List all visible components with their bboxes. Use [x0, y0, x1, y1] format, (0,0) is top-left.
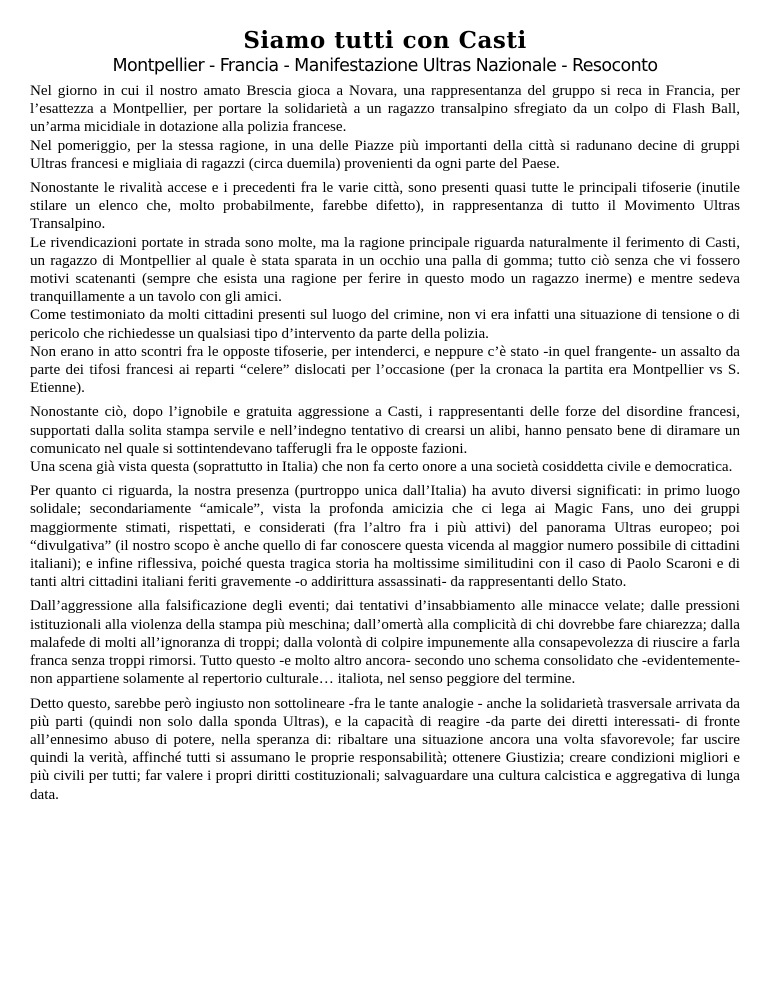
paragraph [30, 597, 740, 688]
paragraph-line: Nel giorno in cui il nostro amato Brescia gioca a Novara, una rappresentanza del gruppo si reca in Francia, per l’esattezza a Montpellier, per portare la solidarietà a un ragazzo transalpino sfregiato da un colpo di Flash Ball, un’arma micidiale in dotazione alla polizia francese. [30, 83, 740, 136]
paragraph-line: Nonostante le rivalità accese e i precedenti fra le varie città, sono presenti quasi tutte le principali tifoserie (inutile stilare un elenco che, molto probabilmente, farebbe difetto), in rappresentanza di tutto il Movimento Ultras Transalpino. [30, 180, 740, 233]
paragraph [30, 403, 740, 476]
paragraph-line: Come testimoniato da molti cittadini presenti sul luogo del crimine, non vi era infatti una situazione di tensione o di pericolo che richiedesse un qualsiasi tipo d’intervento da parte della polizia. [30, 307, 740, 342]
paragraph [30, 482, 740, 591]
page-title: Siamo tutti con Casti [243, 27, 527, 54]
paragraph-line: Una scena già vista questa (soprattutto in Italia) che non fa certo onore a una società cosiddetta civile e democratica. [30, 459, 733, 476]
paragraph-line: Le rivendicazioni portate in strada sono molte, ma la ragione principale riguarda naturalmente il ferimento di Casti, un ragazzo di Montpellier al quale è stata sparata in un occhio una palla di gomma; tutto ciò senza che vi fossero motivi scatenanti (sempre che esista una ragione per ferire in questo modo un ragazzo inerme) e mentre sedeva tranquillamente a un tavolo con gli amici. [30, 234, 740, 306]
paragraph-line: Dall’aggressione alla falsificazione degli eventi; dai tentativi d’insabbiamento alle minacce velate; dalle pressioni istituzionali alla violenza della stampa più meschina; dall’omertà alla complicità di chi dovrebbe fare chiarezza; dalla malafede di molti all’ignoranza di troppi; dalla volontà di colpire impunemente alla consapevolezza di riuscire a farla franca senza troppi rimorsi. Tutto questo -e molto altro ancora- secondo uno schema consolidato che -evidentemente- non appartiene solamente al repertorio culturale… italiota, nel senso peggiore del termine. [30, 598, 740, 688]
paragraph-line: Nel pomeriggio, per la stessa ragione, in una delle Piazze più importanti della città si radunano decine di gruppi Ultras francesi e migliaia di ragazzi (circa duemila) provenienti da ogni parte del Paese. [30, 137, 740, 172]
paragraph [30, 82, 740, 173]
paragraph-line: Detto questo, sarebbe però ingiusto non sottolineare -fra le tante analogie - anche la solidarietà trasversale arrivata da più parti (quindi non solo dalla sponda Ultras), e la capacità di reagire -da parte dei diretti interessati- di fronte all’ennesimo abuso di potere, nella speranza di: ribaltare una situazione ancora una volta sfavorevole; far uscire quindi la verità, affinché tutti si assumano le proprie responsabilità; ottenere Giustizia; creare condizioni migliori e più civili per tutti; far valere i propri diritti costituzionali; salvaguardare una cultura calcistica e aggregativa di lunga data. [30, 695, 740, 803]
paragraph [30, 695, 740, 804]
paragraph-line: Non erano in atto scontri fra le opposte tifoserie, per intenderci, e neppure c’è stato -in quel frangente- un assalto da parte dei tifosi francesi ai reparti “celere” dislocati per l’occasione (per la cronaca la partita era Montpellier vs S. Etienne). [30, 343, 740, 397]
paragraph-line: Per quanto ci riguarda, la nostra presenza (purtroppo unica dall’Italia) ha avuto diversi significati: in primo luogo solidale; secondariamente “amicale”, vista la profonda amicizia che ci lega ai Magic Fans, uno dei gruppi maggiormente stimati, rispettati, e considerati (fra l’altro fra i più attivi) del panorama Ultras europeo; poi “divulgativa” (il nostro scopo è anche quello di far conoscere questa vicenda al maggior numero possibile di cittadini italiani); e infine riflessiva, poiché questa tragica storia ha moltissime similitudini con il caso di Paolo Scaroni e di tanti altri cittadini italiani feriti gravemente -o addirittura assassinati- da rappresentanti dello Stato. [30, 483, 740, 591]
article-body [30, 82, 740, 804]
paragraph [30, 179, 740, 397]
document-page [30, 28, 740, 810]
page-subtitle: Montpellier - Francia - Manifestazione Ultras Nazionale - Resoconto [112, 56, 658, 76]
paragraph-line: Nonostante ciò, dopo l’ignobile e gratuita aggressione a Casti, i rappresentanti delle forze del disordine francesi, supportati dalla solita stampa servile e nell’indegno tentativo di crearsi un alibi, hanno pensato bene di diramare un comunicato nel quale si sottintendevano tafferugli fra le opposte fazioni. [30, 404, 740, 457]
